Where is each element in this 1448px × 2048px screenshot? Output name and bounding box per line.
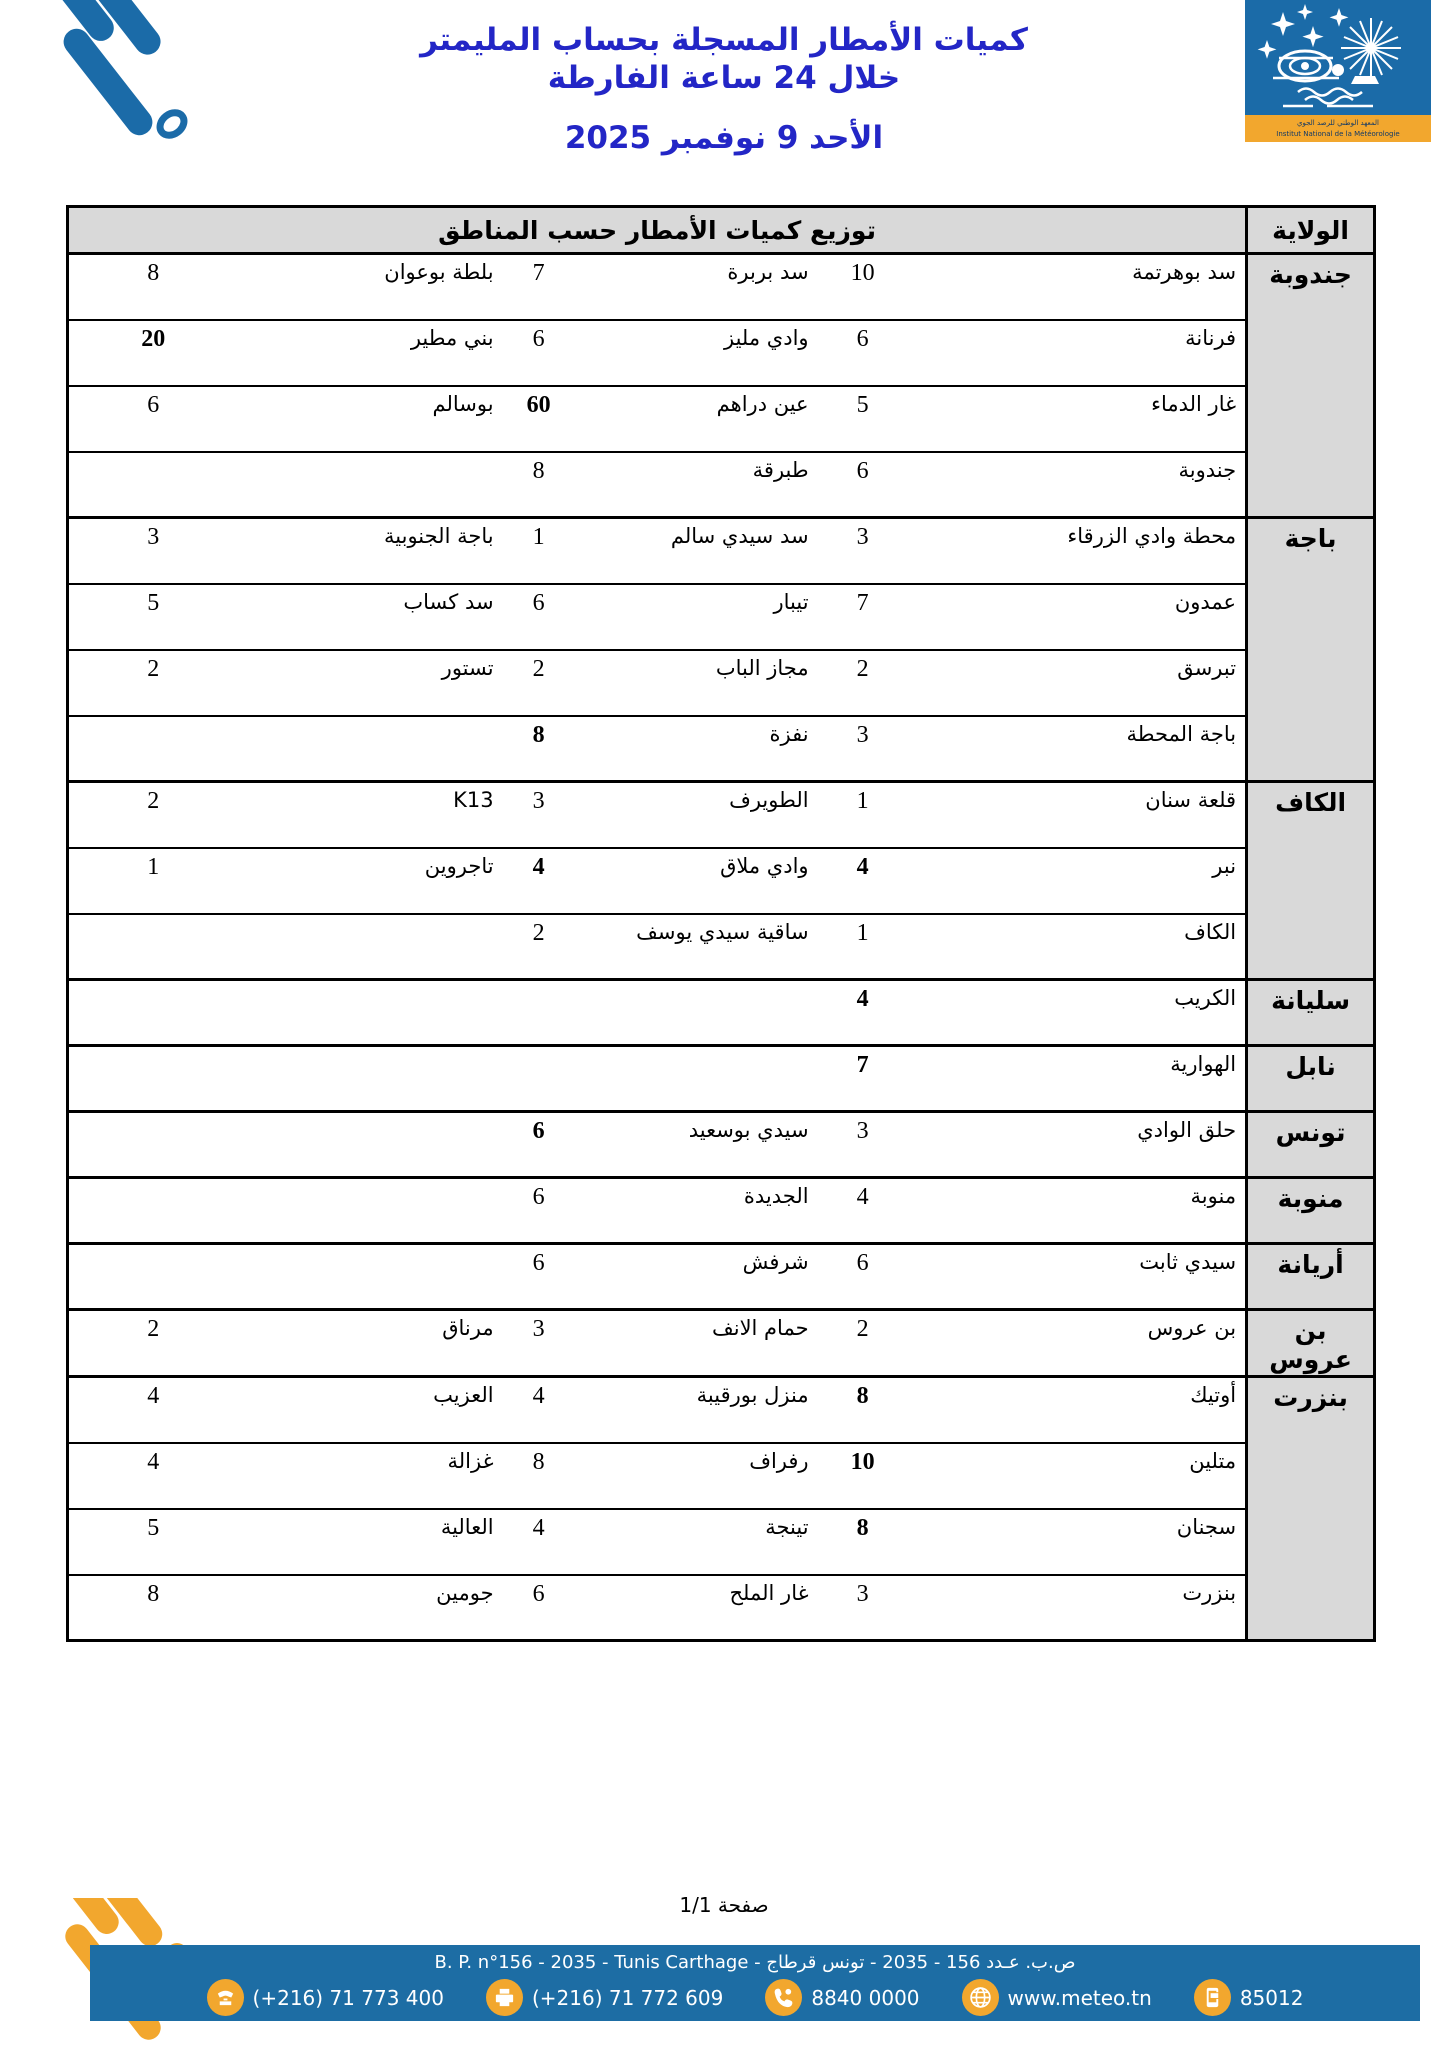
- value-cell: 3: [818, 1575, 908, 1641]
- station-cell: العزيب: [238, 1377, 503, 1443]
- value-cell: 8: [818, 1377, 908, 1443]
- table-row: [68, 1046, 1375, 1112]
- value-cell: 4: [818, 980, 908, 1046]
- station-cell: K13: [238, 782, 503, 848]
- title-line2: خلال 24 ساعة الفارطة: [547, 59, 901, 96]
- value-cell: 2: [68, 1310, 238, 1377]
- station-cell: تبرسق: [908, 650, 1247, 716]
- station-cell: باجة الجنوبية: [238, 518, 503, 584]
- inm-logo-caption-fr: Institut National de la Météorologie: [1276, 130, 1400, 138]
- station-cell: محطة وادي الزرقاء: [908, 518, 1247, 584]
- station-cell: تستور: [238, 650, 503, 716]
- governorate-cell: نابل: [1247, 1046, 1375, 1112]
- regions-column-header: توزيع كميات الأمطار حسب المناطق: [68, 207, 1247, 254]
- table-row: [68, 386, 1375, 452]
- value-cell: 6: [503, 1178, 575, 1244]
- value-cell: 6: [503, 1575, 575, 1641]
- rainfall-table: [66, 205, 1376, 1642]
- contact-item: [1194, 1979, 1304, 2016]
- value-cell: 3: [503, 1310, 575, 1377]
- station-cell: تاجروين: [238, 848, 503, 914]
- station-cell: غزالة: [238, 1443, 503, 1509]
- value-cell: 2: [503, 914, 575, 980]
- station-cell: [238, 1112, 503, 1178]
- station-cell: [238, 980, 503, 1046]
- station-cell: مجاز الباب: [575, 650, 818, 716]
- value-cell: 6: [503, 584, 575, 650]
- value-cell: 4: [818, 1178, 908, 1244]
- globe-icon: [962, 1979, 999, 2016]
- value-cell: [68, 914, 238, 980]
- table-row: [68, 1244, 1375, 1310]
- title-line1: كميات الأمطار المسجلة بحساب المليمتر: [420, 22, 1028, 58]
- station-cell: شرفش: [575, 1244, 818, 1310]
- station-cell: سيدي ثابت: [908, 1244, 1247, 1310]
- station-cell: بني مطير: [238, 320, 503, 386]
- station-cell: منوبة: [908, 1178, 1247, 1244]
- value-cell: 1: [818, 782, 908, 848]
- value-cell: 7: [503, 254, 575, 320]
- value-cell: 4: [68, 1443, 238, 1509]
- station-cell: وادي ملاق: [575, 848, 818, 914]
- station-cell: الكاف: [908, 914, 1247, 980]
- station-cell: وادي مليز: [575, 320, 818, 386]
- governorate-cell: منوبة: [1247, 1178, 1375, 1244]
- value-cell: [68, 1178, 238, 1244]
- station-cell: سد بوهرتمة: [908, 254, 1247, 320]
- footer-address: [90, 1952, 1420, 1973]
- value-cell: 10: [818, 1443, 908, 1509]
- header: [0, 22, 1448, 156]
- page-title: [0, 22, 1448, 98]
- value-cell: 1: [818, 914, 908, 980]
- value-cell: 2: [818, 1310, 908, 1377]
- table-row: [68, 584, 1375, 650]
- table-row: [68, 1509, 1375, 1575]
- page-number: صفحة 1/1: [679, 1893, 769, 1917]
- station-cell: منزل بورقيبة: [575, 1377, 818, 1443]
- station-cell: [238, 914, 503, 980]
- value-cell: 10: [818, 254, 908, 320]
- value-cell: 6: [503, 1112, 575, 1178]
- station-cell: بلطة بوعوان: [238, 254, 503, 320]
- table-row: [68, 1112, 1375, 1178]
- station-cell: [238, 716, 503, 782]
- governorate-cell: سليانة: [1247, 980, 1375, 1046]
- station-cell: ساقية سيدي يوسف: [575, 914, 818, 980]
- value-cell: 6: [503, 320, 575, 386]
- value-cell: 6: [818, 320, 908, 386]
- phone-icon: [207, 1979, 244, 2016]
- governorate-cell: بنزرت: [1247, 1377, 1375, 1641]
- station-cell: متلين: [908, 1443, 1247, 1509]
- contact-label: www.meteo.tn: [1007, 1985, 1152, 2010]
- inm-logo: [1243, 0, 1433, 142]
- table-row: [68, 452, 1375, 518]
- table-row: [68, 518, 1375, 584]
- station-cell: [238, 1244, 503, 1310]
- table-row: [68, 980, 1375, 1046]
- table-row: [68, 650, 1375, 716]
- value-cell: [68, 1046, 238, 1112]
- contact-label: 85012: [1239, 1985, 1304, 2010]
- value-cell: 7: [818, 584, 908, 650]
- value-cell: 6: [818, 1244, 908, 1310]
- station-cell: تيبار: [575, 584, 818, 650]
- station-cell: الهوارية: [908, 1046, 1247, 1112]
- value-cell: 6: [503, 1244, 575, 1310]
- station-cell: عين دراهم: [575, 386, 818, 452]
- value-cell: 8: [503, 1443, 575, 1509]
- governorate-cell: أريانة: [1247, 1244, 1375, 1310]
- table-header-row: [68, 207, 1375, 254]
- value-cell: 4: [68, 1377, 238, 1443]
- station-cell: [238, 1046, 503, 1112]
- contact-label: (+216) 71 772 609: [531, 1985, 724, 2010]
- value-cell: 3: [818, 716, 908, 782]
- contact-label: (+216) 71 773 400: [252, 1985, 444, 2010]
- value-cell: 5: [818, 386, 908, 452]
- handset-icon: [765, 1979, 802, 2016]
- station-cell: نبر: [908, 848, 1247, 914]
- value-cell: 8: [68, 254, 238, 320]
- footer-address-latin: B. P. n°156 - 2035 - Tunis Carthage -: [434, 1952, 767, 1973]
- station-cell: عمدون: [908, 584, 1247, 650]
- mobile-icon: [1194, 1979, 1231, 2016]
- value-cell: 4: [503, 1509, 575, 1575]
- footer-contacts: [90, 1979, 1420, 2016]
- contact-label: 8840 0000: [811, 1985, 920, 2010]
- station-cell: رفراف: [575, 1443, 818, 1509]
- contact-item: [486, 1979, 723, 2016]
- footer-address-arabic: ص.ب. عـدد 156 - 2035 - تونس قرطاج: [766, 1952, 1076, 1973]
- station-cell: قلعة سنان: [908, 782, 1247, 848]
- contact-item: [765, 1979, 919, 2016]
- fax-icon: [486, 1979, 523, 2016]
- table-row: [68, 1310, 1375, 1377]
- station-cell: سجنان: [908, 1509, 1247, 1575]
- station-cell: [238, 1178, 503, 1244]
- table-row: [68, 914, 1375, 980]
- value-cell: [68, 716, 238, 782]
- station-cell: غار الملح: [575, 1575, 818, 1641]
- value-cell: 3: [503, 782, 575, 848]
- station-cell: جومين: [238, 1575, 503, 1641]
- table-row: [68, 254, 1375, 320]
- value-cell: 1: [503, 518, 575, 584]
- value-cell: 3: [818, 1112, 908, 1178]
- value-cell: [68, 1112, 238, 1178]
- station-cell: بن عروس: [908, 1310, 1247, 1377]
- footer-bar: [90, 1945, 1420, 2021]
- value-cell: 2: [68, 782, 238, 848]
- station-cell: مرناق: [238, 1310, 503, 1377]
- value-cell: [68, 980, 238, 1046]
- station-cell: [575, 980, 818, 1046]
- value-cell: 6: [818, 452, 908, 518]
- station-cell: غار الدماء: [908, 386, 1247, 452]
- station-cell: نفزة: [575, 716, 818, 782]
- value-cell: 3: [818, 518, 908, 584]
- value-cell: [503, 980, 575, 1046]
- governorate-cell: جندوبة: [1247, 254, 1375, 518]
- station-cell: [575, 1046, 818, 1112]
- value-cell: 20: [68, 320, 238, 386]
- value-cell: 4: [503, 848, 575, 914]
- table-row: [68, 1178, 1375, 1244]
- value-cell: 6: [68, 386, 238, 452]
- station-cell: حلق الوادي: [908, 1112, 1247, 1178]
- station-cell: الطويرف: [575, 782, 818, 848]
- governorate-cell: تونس: [1247, 1112, 1375, 1178]
- station-cell: بنزرت: [908, 1575, 1247, 1641]
- table-row: [68, 848, 1375, 914]
- value-cell: 8: [503, 716, 575, 782]
- table-row: [68, 320, 1375, 386]
- station-cell: تينجة: [575, 1509, 818, 1575]
- value-cell: 4: [818, 848, 908, 914]
- table-row: [68, 716, 1375, 782]
- value-cell: 1: [68, 848, 238, 914]
- station-cell: حمام الانف: [575, 1310, 818, 1377]
- station-cell: الجديدة: [575, 1178, 818, 1244]
- station-cell: طبرقة: [575, 452, 818, 518]
- contact-item: [207, 1979, 444, 2016]
- station-cell: جندوبة: [908, 452, 1247, 518]
- value-cell: 5: [68, 584, 238, 650]
- table-row: [68, 782, 1375, 848]
- value-cell: 2: [503, 650, 575, 716]
- value-cell: 3: [68, 518, 238, 584]
- value-cell: 5: [68, 1509, 238, 1575]
- table-row: [68, 1575, 1375, 1641]
- contact-item: [962, 1979, 1152, 2016]
- value-cell: 7: [818, 1046, 908, 1112]
- governorate-cell: الكاف: [1247, 782, 1375, 980]
- value-cell: [68, 1244, 238, 1310]
- value-cell: 8: [503, 452, 575, 518]
- station-cell: باجة المحطة: [908, 716, 1247, 782]
- value-cell: [68, 452, 238, 518]
- station-cell: العالية: [238, 1509, 503, 1575]
- station-cell: بوسالم: [238, 386, 503, 452]
- governorate-column-header: الولاية: [1247, 207, 1375, 254]
- governorate-cell: بن عروس: [1247, 1310, 1375, 1377]
- station-cell: سيدي بوسعيد: [575, 1112, 818, 1178]
- value-cell: 60: [503, 386, 575, 452]
- inm-logo-caption-ar: المعهد الوطني للرصد الجوي: [1297, 119, 1379, 127]
- value-cell: 2: [68, 650, 238, 716]
- station-cell: سد بربرة: [575, 254, 818, 320]
- station-cell: أوتيك: [908, 1377, 1247, 1443]
- station-cell: [238, 452, 503, 518]
- table-row: [68, 1377, 1375, 1443]
- governorate-cell: باجة: [1247, 518, 1375, 782]
- report-date: الأحد 9 نوفمبر 2025: [564, 119, 884, 156]
- station-cell: فرنانة: [908, 320, 1247, 386]
- value-cell: [503, 1046, 575, 1112]
- value-cell: 8: [818, 1509, 908, 1575]
- table-row: [68, 1443, 1375, 1509]
- star-icon: [1341, 18, 1401, 78]
- value-cell: 2: [818, 650, 908, 716]
- value-cell: 4: [503, 1377, 575, 1443]
- station-cell: سد سيدي سالم: [575, 518, 818, 584]
- station-cell: الكريب: [908, 980, 1247, 1046]
- value-cell: 8: [68, 1575, 238, 1641]
- station-cell: سد كساب: [238, 584, 503, 650]
